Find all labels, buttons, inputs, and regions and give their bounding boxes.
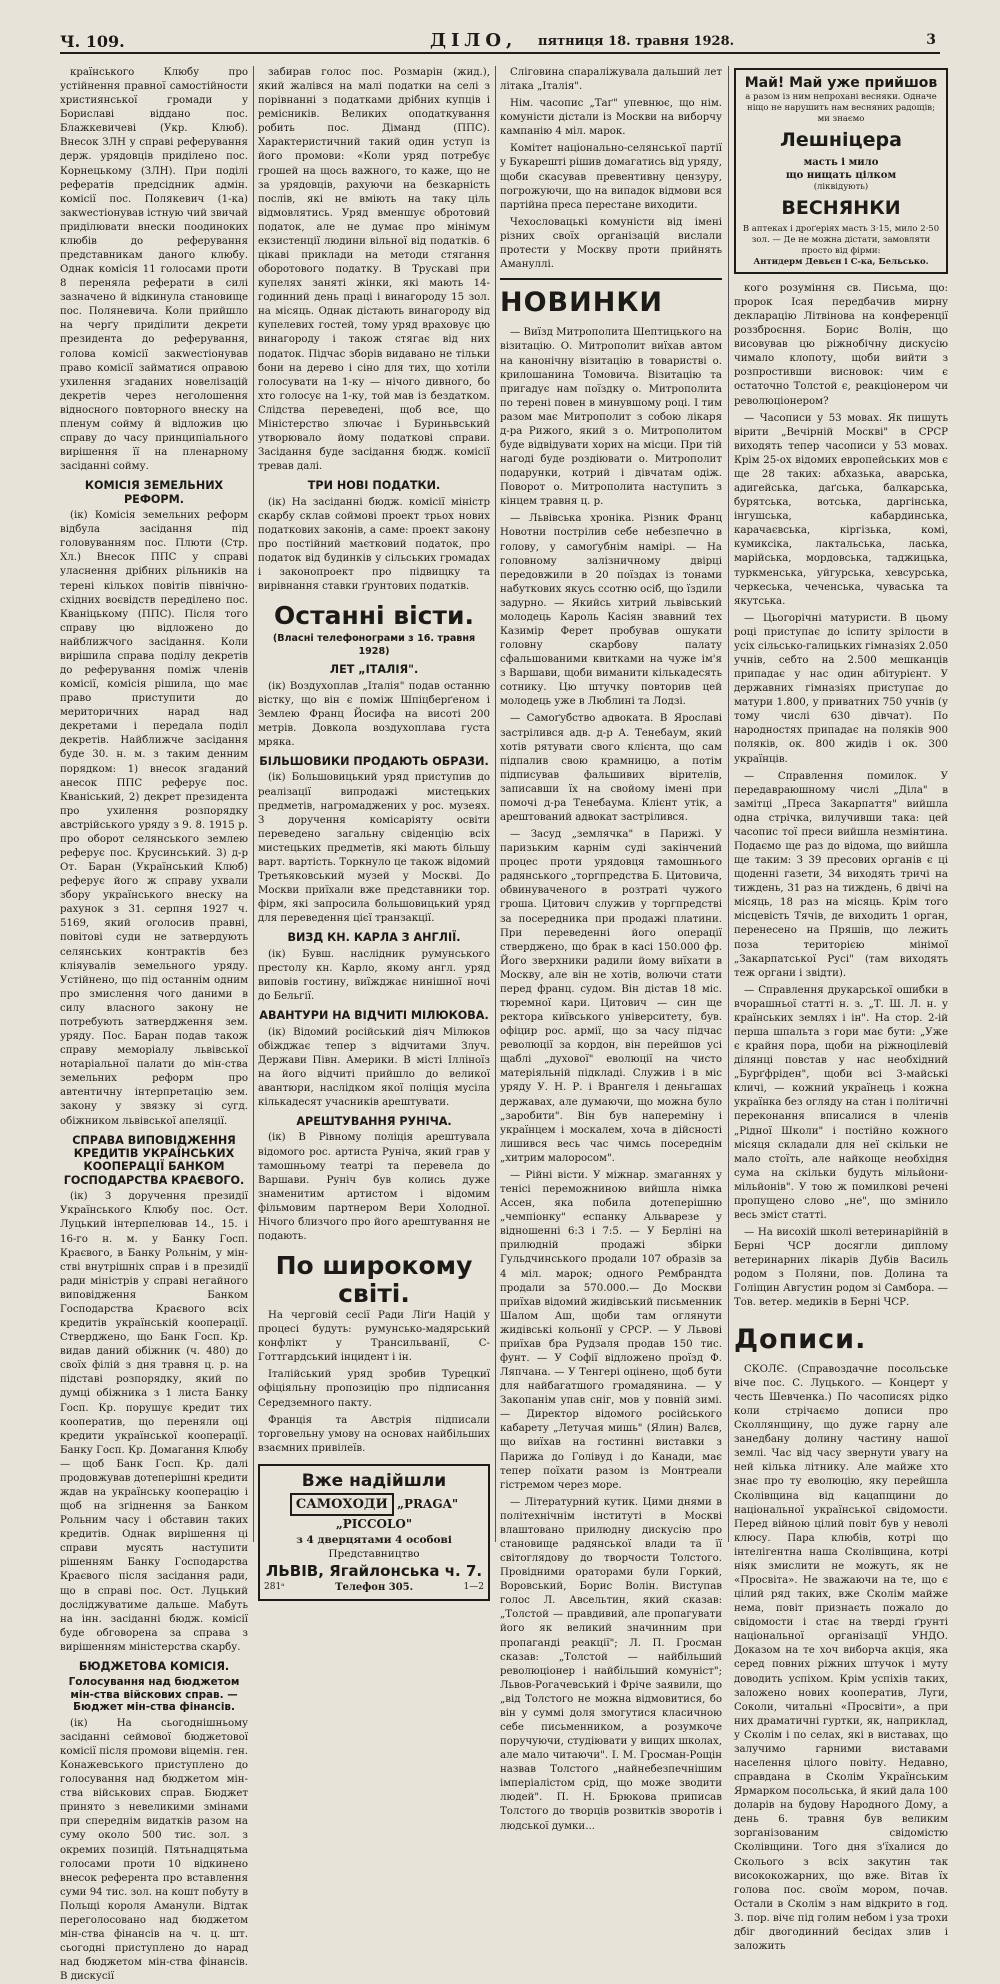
article-text: — Львівська хроніка. Різник Франц Новотни пострілив себе небезпечно в голову, у самоґубнім намірі. — На головному залізничному двірці передовжили в 20 поїздах із тонами набуткових якусь ссотню осіб, що їздили задурно. — Якийсь хитрий львівський молодець Кароль Касіян звавний тех Казимір Ферет пробував ошукати головну скарбову палату сфальшованими квитками на чуже ім'я з Варшави, щоби виманити кількадесять сотнику. Цю штучку повторив цей молодець уже в Люблині та Лодзі. <box>500 513 722 708</box>
column-divider <box>253 66 254 1542</box>
article-text: (ік) Відомий російський діяч Мілюков обіжджає тепер з відчитами Злуч. Держави Півн. Америки. В місті Ілліноїз на його відчиті прийшло до великої авантюри, наслідком якої поліція мусіла кількадесят учасників арештувати. <box>258 1026 490 1108</box>
correspondence-section-title: Дописи. <box>734 1323 867 1355</box>
article-text: Нім. часопис „Таґ" упевнює, що нім. комуністи дістали із Москви на виборчу кампанію 4 міл. марок. <box>500 98 722 138</box>
article-text: забирав голос пос. Розмарін (жид.), який жалівся на малі податки на селі з порівнанні з податками дрібних купців і ремісників. Великих оподаткування робить пос. Діманд (ППС). Характеристичний такий один уступ із його промови: «Коли уряд потребує грошей на щось важного, то каже, що не за урядовців, рахуючи на безкарність послів, які не вміють на таку ціль відмовлятись. Уряд вменшує обротовий податок, але не думає про мінімум екзистенції людини вільної від податків. 6 цікаві приклади на методи стягання оборотового податку. В Трускаві при купелях заняті жінки, які мають 14-годинний день праці і винагороду 15 зол. на місяць. Однак дістають винагороду від купелевих гостей, тому уряд враховує цю винагороду і також стягає від них податок. Підчас зборів видавано не тільки бони на дерево і сіно для тих, що хотіли голосувати на 1-ку — нічого дивного, бо хто голосує на 1-ку, той мав із бездатком. Слідства переведені, щоб все, що Міністерство злючає і Буриньвський утворювало йому податкові справи. Засідання буде засідання бюдж. комісії тревав далі. <box>258 67 490 473</box>
article-text: — Самоґубство адвоката. В Ярославі застрілився адв. д-р А. Тенебаум, який хотів рятувати свого клієнта, що сам підпалив свою крамницю, а потім підписував фальшивих вірителів, записавши їх на свойому імені при помочі д-ра Тенебаума. Клієнт утік, а арештований адвокат застрілився. <box>500 713 722 823</box>
section-heading: АРЕШТУВАННЯ РУНІЧА. <box>296 1115 452 1128</box>
section-subheading: Голосування над бюджетом мін-ства війскових справ. — Бюджет мін-ства фінансів. <box>68 1676 240 1714</box>
masthead <box>60 30 940 54</box>
ad-ref: 281ᵃ <box>264 1582 285 1593</box>
article-text: — Часописи у 53 мовах. Як пишуть вірити „Вечірній Москві" в СРСР виходять тепер часописи у 53 мовах. Крім 25-ох відомих европейських мов є ще 28 таких: абхазька, аварська, адигейська, даґська, балкарська, бурятська, вотська, даргінська, інгушська, кабардинська, карачаєвська, кіргізька, комі, кумиксіка, лактальська, ласька, марійська, мордовська, таджицька, туркменська, уйгурська, хевсурська, черкеська, чеченська, чуваська та якутська. <box>734 412 948 607</box>
ad-headline: Вже надійшли <box>301 1470 447 1491</box>
article-text: (ік) Большовицький уряд приступив до реалізації випродажі мистецьких предметів, нагромаджених у рос. музеях. З доручення комісаріяту освіти переведено загальну свіденцію всіх мистецьких предметів, які мають більшу варт. вартість. Торкнуло це також відомий Третьяковський музей у Москві. До Москви приїхали вже представники тор. фірм, які запросила большовицький уряд для переведення цієї транзакції. <box>258 772 490 925</box>
issue-number: Ч. 109. <box>60 32 125 51</box>
ad-line: Антидерм Девьєн і С-ка, Бельсько. <box>753 256 929 267</box>
ad-representation: Представництво <box>328 1547 420 1560</box>
article-text: країнського Клюбу про устійнення правної самостійности християнської громади у Бориславі віддано пос. Блажкевичеві (Укр. Клюб). Внесок ЗЛН у справі реферування держ. урядовців приділено пос. Корнецькому (ЗЛН). При поділі рефератів предсідник адмін. комісії пос. Полякевич (1-ка) закwестіонував істную чий звичай приділювати внески поодиноких клюбів до реферування представникам даного клюбу. Однак комісія 11 голосами проти 8 переняла реферати в силі зазначено й відкинула становище пос. Поляневича. Коли прийшло на черґу приділити декрети президента до реферування, голова комісії закwестіонував право комісії займатися оправою ухилення згаданих новелізацій декретів через неголошення відносного повторного внеску на пленум сойму й відложив цю справу до часу принципіального вирішення її на пленарному засіданні сойму. <box>60 67 248 473</box>
article-text: — Цьогорічні матуристи. В цьому році приступає до іспиту зрілости в усіх сільсько-галицьких гімназіях 2.050 учнів, себто на 2.500 мешканців припадає у нас один абітурієнт. У державних гімназіях приступає до матури 1.800, у приватних 750 учнів (у тому числі 630 дівчат). По народностях припадає на поляків 900 поляків, ок. 800 жидів і ок. 300 українців. <box>734 612 948 765</box>
column-4 <box>734 66 948 1953</box>
article-text: — Рійні вісти. У міжнар. змаганнях у тенісі переможниною вийшла німка Ассен, яка побила дотеперішню „чемпіонку" еспанку Альварезе у відношенні 6:3 і 7:5. — У Берліні на прилюдній продажі збірки Гульдчинського продали 107 образів за 4 міл. марок; одного Рембрандта продали за 570.000.— До Москви приїхав відомий жидівський письменник Шалом Аш, щоби там оглянути жидівські кольонії у СРСР. — У Львові приїхав бра Рудзаля продав 150 тис. фунт. — У Софії відложено проїзд Ф. Ляпчана. — У Тенгері оцінено, щоб бути для найбагатшого громадянина. — У Закопанім упав сніг, мов у повній зимі. — Директор відомого російського кабарету „Летучая мишь" (Ялин) Валєв, що виїхав на гостинні виставки з Парижа до Голівуд і до Канади, має тепер поїхати разом із Монтреали гістремом через море. <box>500 1169 722 1491</box>
column-divider <box>495 66 496 1542</box>
newspaper-title: ДІЛО, <box>430 30 518 51</box>
ad-line: (ліквідують) <box>813 182 869 193</box>
article-text: (ік) Воздухоплав „Італія" подав останню вістку, що він є поміж Шпіцберґеном і Землею Франц Йосифа на висоті 200 метрів. Довкола воздухоплава густа мряка. <box>258 680 490 748</box>
issue-date: пятниця 18. травня 1928. <box>538 34 735 49</box>
section-heading: СПРАВА ВИПОВІДЖЕННЯ КРЕДИТІВ УКРАЇНСЬКИХ КООПЕРАЦІЇ БАНКОМ ГОСПОДАРСТВА КРАЄВОГО. <box>63 1133 245 1187</box>
article-text: (ік) В Рівному поліція арештувала відомого рос. артиста Руніча, який грав у тамошньому театрі та перевела до Варшави. Руніч був колись дуже знаменитим артистом і відомим фільмовим партнером Вери Холодної. Нічого близчого про його арештування не подають. <box>258 1132 490 1242</box>
column-divider <box>728 66 729 1542</box>
column-1 <box>60 66 248 1983</box>
ad-line: що нищать цілком <box>785 170 897 182</box>
column-2 <box>258 66 490 1594</box>
article-text: — На висохій школі ветеринарійній в Берні ЧСР досягли диплому ветеринарних лікарів Дубів Василь родом з Поляни, пов. Долина та Голіщин Августин родом зі Самбора. — Тов. ветер. медиків в Берні ЧСР. <box>734 1227 948 1309</box>
ad-address: ЛЬВІВ, Ягайлонська ч. 7. <box>265 1561 483 1580</box>
ad-edition: 1—2 <box>463 1582 484 1593</box>
section-heading: ТРИ НОВІ ПОДАТКИ. <box>307 479 441 493</box>
article-text: (ік) На засіданні бюдж. комісії міністр скарбу склав соймові проект трьох нових податкових законів, а саме: проект закону про постійний маєтковий податок, про податок від будинків у сільських громадах і законопроект про підвищку та вирівнання ставки ґрунтових податків. <box>258 496 490 593</box>
article-text: (ік) Комісія земельних реформ відбула засідання під головуванням пос. Плюти (Стр. Хл.) Внесок ППС у справі уласнення дрібних рільників на терені кількох повітів північно-східних воєвідств переділено пос. Кваніцькому (ППС). Після того справу цю відложено до найближчого засідання. Коли вирішила справа поділу декретів до реферування поміж членів комісії, комісія рішила, що має право приступити до мериторичних нарад над декретами і передала поділ декретів. Найближче засідання буде 30. н. м. з таким денним порядком: 1) внесок згаданий анесок ППС реферує пос. Кваніський, 2) декрет президента про ухилення розпорядку австрійського уряду з 9. 8. 1915 р. про оборот селянського землею реферує пос. Крусинський. 3) д-р От. Баран (Український Клюб) реферує його ж справу ухвали збору українського внеску на рахунок з 31. серпня 1927 ч. 5169, який оголосив правні, повітові суди не затвердують селянських контрактів без кліяувалів земельного уряду. Устійнено, що під останнім одним про змислення чого даними в силу власного закону не потребують затвердження зем. уряду. Пос. Баран подав також справу меморіалу львівської нотаріальної палати до мін-ства земельних реформ про автентичну інтерпретацію зем. закону у звязку зі сугд. обіжником львівської апеляції. <box>60 510 248 1127</box>
article-text: На черговій сесії Ради Ліґи Націй у процесі будуть: румунсько-мадярський конфлікт у Трансильванії, С-Готтгардський інцидент і ін. <box>258 1310 490 1364</box>
ad-models: „PRAGA" „PICCOLO" <box>335 1496 459 1532</box>
ad-brand-logo: САМОХОДИ <box>290 1493 394 1517</box>
ad-line: масть і мило <box>803 157 879 169</box>
article-text: (ік) З доручення президії Українського Клюбу пос. Ост. Луцький інтерпелював 14., 15. і 16-го н. м. у Банку Госп. Краєвого, в Банку Рольнім, у мін-стві внутрішніх справ і в президії ради міністрів у справі негайного виповідження Банком Господарства Краєвого всіх кредитів українській кооперації. Стверджено, що Банк Госп. Кр. видав даний обіжник (ч. 480) до своїх філій з дня травня ц. р. на підставі розпорядку, який по думці обіжника з 1 листа Банку Госп. Кр. порушує кредит тих кооператив, що переняли оці кредити української кооперації. Банку Госп. Кр. Домагання Клюбу — щоб Банк Госп. Кр. далі продовжував дотеперішні кредити ждав на українську кооперацію і щоб на згіднення за Банком Рольним часу і обставин таких кредитів. Однак вирішення ці справи мусять наступити рішенням Банку Господарства Краєвого після засідання ради, що в справі пос. Ост. Луцький досліджуватиме дальше. Мабуть на інн. засіданні бюдж. комісії буде обговорена за справа з вирішенням міністерства скарбу. <box>60 1191 248 1653</box>
section-heading: БЮДЖЕТОВА КОМІСІЯ. <box>78 1659 230 1673</box>
section-heading: ЛЕТ „ІТАЛІЯ". <box>329 663 419 677</box>
ad-phone: Телефон 305. <box>335 1582 414 1594</box>
news-section-title: НОВИНКИ <box>500 278 722 321</box>
section-heading: КОМІСІЯ ЗЕМЕЛЬНИХ РЕФОРМ. <box>84 479 224 506</box>
article-text: кого розуміння св. Письма, що: пророк Ісая передбачив мирну декларацію Літвінова на конференції роззброєння. Борис Волін, що висовував цю ріжнобічну дискусію чимало клопоту, щоби вийти з розпростивши висновок: чим є остаточно Толстой є, реакціонером чи революціонером? <box>734 282 948 407</box>
ad-line: з 4 дверцятами 4 особові <box>296 1533 452 1546</box>
ad-line: В аптеках і дроґеріях масть 3·15, мило 2·50 зол. — Де не можна дістати, замовляти просто від фірми: <box>742 223 940 256</box>
article-text: Італійський уряд зробив Турецкиї офіціяльну пропозицію про підписання Середземного пакту. <box>258 1369 490 1409</box>
car-advertisement <box>258 1464 490 1601</box>
article-text: — Засуд „землячка" в Парижі. У паризьким карнім суді закінчений процес проти урядовця тамошнього радянського „торгпредства Б. Цитовича, обвинуваченого в розтраті чужого гроша. Цитович служив у торгпредстві за посередника при продажі платини. При переведенні його операції стверджено, що брак в касі 150.000 фр. Його зверхники радили йому виїхати в Москву, але він не хотів, волючи стати перед франц. судом. Він дістав 18 міс. тюремної кари. Цитович — син ще ректора київського університету, був. офіцир рос. армії, що за часу підчас революції за кордон, він перейшов усі щаблі „духової" еволюції на чисто матеріяльній підкладі. Служив і в міс уряду У. Н. Р. і Врангеля і деньгашах державах, але думаючи, що можна було „заробити". Він був напереміну і українцем і москалем, хоча в дійсності лишився весь час чимсь посереднім „хитрим малоросом". <box>500 829 722 1164</box>
article-text: (ік) Бувш. наслідник румунського престолу кн. Карло, якому англ. уряд виповів гостину, виїжджає нинішної ночі до Бельгії. <box>258 948 490 1003</box>
article-text: — Справлення друкарської ошибки в вчорашньої статті н. з. „Т. Ш. Л. н. у країнських землях і ін". На стор. 2-ій перша шпальта з гори має бути: „Уже є крайня пора, щоби на ріжноцілевій ділянці повстав у нас необхідний „Бурґфріден", щоби всі 3-майські кличі, — кожний українець і кожна українка без огляду на стан і політичні переконання вписалися в членів „Рідної Школи" і постійно кожного місяця складали для неї скільки не мало стоїть, але найкоще необхідня сума на скільки будуть мільйони-мільйонів". У тою ж помилкові речені пропущено слово „не", що змінило весь зміст статті. <box>734 984 948 1222</box>
article-text: Франція та Австрія підписали торговельну умову на основах найбільших взаємних привілеїв. <box>258 1414 490 1454</box>
ad-brand: Лешніцера <box>780 129 902 152</box>
section-heading: БІЛЬШОВИКИ ПРОДАЮТЬ ОБРАЗИ. <box>259 755 489 769</box>
section-heading: ВИЗД КН. КАРЛА З АНГЛІЇ. <box>287 931 461 945</box>
ointment-advertisement <box>734 68 948 274</box>
page-number: 3 <box>926 32 936 48</box>
world-news-title: По широкому світі. <box>275 1251 473 1308</box>
latest-news-title: Останні вісти. <box>274 601 474 631</box>
ad-brand-secondary: ВЕСНЯНКИ <box>781 197 901 220</box>
section-heading: АВАНТУРИ НА ВІДЧИТІ МІЛЮКОВА. <box>259 1009 489 1023</box>
article-text: Комітет національно-селянської партії у Букарешті рішив домагатись від уряду, щоби скасував превентивну цензуру, погрожуючи, що на випадок відмови вся партійна преса перестане виходити. <box>500 143 723 211</box>
article-text: — Літературний кутик. Цими днями в політехнічнім інституті в Москві влаштовано прилюдну дискусію про становище радянської влади та її світоглядову до творчости Толстого. Провідними ораторами були Горкий, Воровський, Борис Волін. Виступав голос Л. Авсельтин, який сказав: „Толстой — правдивий, але пропагувати його як великий значинним при пропаганді реакції"; Л. П. Гросман сказав: „Толстой — найбільший революціонер і найбільший комуніст"; Львов-Рогачевський і Фріче заявили, що „від Толстого не можна відмовитися, бо він у суммі доля змогутися класичною себе письменником, а розумкоче поручуючи, студіювати у вищих школах, але мало читаючи". І. М. Гросман-Рощін назвав Толстого „найнебезпечнішим імперіалістом срід, що може зводити людей". П. Н. Брюкова приписав Толстого до творців розвитків зворотів і людської думки... <box>500 1496 722 1832</box>
column-3 <box>500 66 723 1832</box>
article-text: — Справлення помилок. У передавраюшному числі „Діла" в замітці „Преса Закарпаття" вийшла одна стрічка, вилучивши така: цей часопис тої преси вийшла незмінтина. Подаємо ще раз до відома, що вийшла ще таким: З 39 пресових органів є ці щоденні газети, 34 виходять тричі на тиждень, 31 раз на тиждень, 6 двічі на місяць, 18 раз на місяць. Крім того місцевість Тячів, де виходить 1 орган, перенесено на Пряшів, що лежить поза територією мінімої „Закарпатської Русі" (там виходять теж органи і звідти). <box>734 770 948 979</box>
ad-text: а разом із ним непрохані весняки. Одначе ніщо не нарушить нам весняних радощів; ми знаємо <box>745 92 937 125</box>
article-text: Сліговина спараліжувала дальший лет літака „Італія". <box>500 67 722 93</box>
latest-news-subtitle: (Власні телефонограми з 16. травня 1928) <box>272 632 476 657</box>
article-text: (ік) На сьогоднішньому засіданні сеймової бюджетової комісії після промови віцемін. ген. Конажевського приступлено до голосування над бюджетом мін-ства військових справ. Бюджет принято з невеликими змінами при спереднім видатків разом на суму около 500 тис. зол. з окремих позицій. Пятьнадцятьма голосами проти 10 відкинено внесок референта про вставлення суми 94 тис. зол. на кошт побуту в Польщі короля Аманули. Відтак переголосовано над бюджетом мін-ства фінансів на ч. ц. шт. сьогодні приступлено до нарад над бюджетом мін-ства фінансів. В дискусії <box>60 1717 248 1983</box>
article-text: Чехословацькі комуністи від імені різних своїх організацій вислали протести у Москву проти прийнять Амануллі. <box>500 216 722 271</box>
ad-headline: Май! Май уже прийшов <box>744 75 938 91</box>
article-text: СКОЛЄ. (Справоздачне посольське віче пос. С. Луцького. — Концерт у честь Шевченка.) По часописях рідко коли стрічаємо дописи про Сколлянщину, що дуже гарну але занедбану долину частину нашої землі. Час від часу звернути увагу на ней кілька літнику. Але майже хто знає про ту еволюцію, яку перейшла Сколівщина від кацапщини до національної української свідомости. Перед війною цілий повіт був у неволі клюсу. Пара клюбів, котрі що інтелігентна наша Сколівщина, котрі ніяк змислити не можуть, як не «Просвіта». Не зважаючи на те, що є цілий ряд таких, вже Сколім майже нема, повіт признаєть пожало до свідомости і стає на тверді ґрунті національної організації УНДО. Доказом на те хоч виборча акція, яка серед повних ріжних штучок і муту доводить успіхом. Крім успіхів таких, заложено нових кооператив, Луги, Соколи, читальні «Просвіти», а при них драматичні гуртки, як, наприклад, у Сколім і по селах, які в виставах, що залучимо гарними виставами населення цілого повіту. Недавно, справдана в Сколім Українським Ярмарком посольська, й який дала 100 доларів на будову Народного Дому, а день 6. травня був великим зорганізованим свідомістю Сколівщини. Того дня з'їхалися до Сколього з всіх закутин так висококожарних, що вже. Вітав їх голова пос. своїм мором, почав. Остали в Сколім з нам відкрито в год. 3. пор. вічє під голим небом і уза трохи дбіг двогодинний бесідах злив і заложить <box>734 1363 948 1953</box>
article-text: — Виїзд Митрополита Шептицького на візитацію. О. Митрополит виїхав автом на канонічну візитацію в товаристві о. крилошанина Томовича. Візитацію та пригадує нам поїздку о. Митрополита по терені повен в минувшому році. І тим разом має Митрополит з собою лікаря д-ра Рижого, який з о. Митрополитом буде відвідувати хорих на місци. При тій нагоді буде роздіювати о. Митрополит подарунки, котрий і дівчатам одіж. Поворот о. Митрополита наступить з кінцем травня ц. р. <box>500 327 722 508</box>
